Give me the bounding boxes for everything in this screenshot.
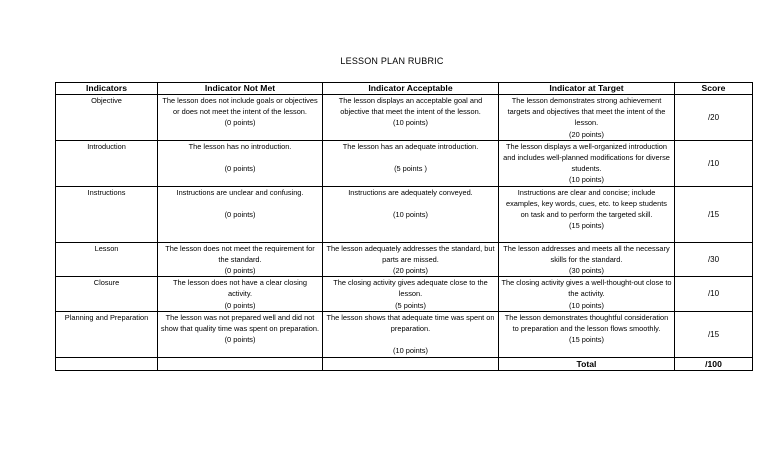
document-title: LESSON PLAN RUBRIC [340,56,444,66]
cell-text: The lesson displays a well-organized introduction and includes well-planned modifications for diverse students. [503,141,670,174]
score-cell: /30 [675,242,753,277]
header-score: Score [675,83,753,95]
acceptable-cell [323,277,499,312]
cell-points: (0 points) [224,118,256,128]
cell-text: Instructions are adequately conveyed. [348,187,473,197]
cell-text: The lesson demonstrates thoughtful consideration to preparation and the lesson flows smoothly. [504,312,669,334]
cell-points: (20 points) [393,266,428,276]
header-indicator-at-target: Indicator at Target [499,83,675,95]
table-row [56,242,753,277]
cell-points: (15 points) [569,335,604,345]
cell-points: (20 points) [569,129,604,139]
indicator-cell: Introduction [56,140,158,186]
cell-points: (10 points) [569,175,604,185]
not-met-cell [158,311,323,357]
cell-text: The lesson does not have a clear closing activity. [173,278,307,299]
acceptable-cell [323,311,499,357]
score-cell: /15 [675,311,753,357]
acceptable-cell [323,186,499,242]
score-cell: /10 [675,277,753,312]
table-row [56,277,753,312]
target-cell [499,140,675,186]
target-cell [499,277,675,312]
indicator-cell: Lesson [56,242,158,277]
score-cell: /20 [675,95,753,141]
cell-text: The closing activity gives a well-thought-out close to the activity. [501,278,672,299]
cell-text: The lesson has no introduction. [188,141,292,151]
cell-text: The lesson was not prepared well and did not show that quality time was spent on preparation. [160,312,320,334]
cell-text: Instructions are unclear and confusing. [176,187,304,197]
total-label: Total [499,357,675,370]
cell-text: The lesson does not meet the requirement for the standard. [165,243,315,264]
score-cell: /10 [675,140,753,186]
cell-text: The lesson addresses and meets all the necessary skills for the standard. [503,243,670,264]
not-met-cell [158,242,323,277]
header-indicator-acceptable: Indicator Acceptable [323,83,499,95]
cell-points: (0 points) [224,266,256,276]
cell-points: (5 points ) [394,164,427,174]
header-row [56,83,753,95]
not-met-cell [158,95,323,141]
target-cell [499,311,675,357]
cell-text: The lesson has an adequate introduction. [342,141,479,151]
score-cell: /15 [675,186,753,242]
total-score: /100 [675,357,753,370]
cell-text: Instructions are clear and concise; include examples, key words, cues, etc. to keep students on task and to perform the targeted skill. [505,187,668,220]
cell-points: (0 points) [224,300,256,310]
table-row [56,95,753,141]
header-indicator-not-met: Indicator Not Met [158,83,323,95]
rubric-table [55,82,753,371]
acceptable-cell [323,242,499,277]
total-row [56,357,753,370]
indicator-cell: Planning and Preparation [56,311,158,357]
target-cell [499,186,675,242]
target-cell [499,242,675,277]
table-row [56,140,753,186]
not-met-cell [158,186,323,242]
header-indicators: Indicators [56,83,158,95]
target-cell [499,95,675,141]
table-row [56,311,753,357]
cell-text: The lesson demonstrates strong achievement targets and objectives that meet the intent of the lesson. [507,96,666,128]
cell-points: (0 points) [224,335,256,345]
cell-text: The lesson displays an acceptable goal and objective that meet the intent of the lesson. [338,96,483,117]
table-row [56,186,753,242]
indicator-cell: Objective [56,95,158,141]
acceptable-cell [323,95,499,141]
not-met-cell [158,140,323,186]
acceptable-cell [323,140,499,186]
cell-points: (10 points) [393,118,428,128]
cell-points: (10 points) [393,346,428,356]
cell-points: (30 points) [569,266,604,276]
cell-points: (15 points) [569,221,604,231]
cell-points: (10 points) [393,210,428,220]
cell-text: The closing activity gives adequate close to the lesson. [333,278,488,299]
cell-text: The lesson shows that adequate time was spent on preparation. [326,312,495,334]
cell-text: The lesson does not include goals or objectives or does not meet the intent of the lesson. [162,96,318,117]
cell-points: (10 points) [569,300,604,310]
indicator-cell: Closure [56,277,158,312]
cell-points: (5 points) [395,300,426,310]
not-met-cell [158,277,323,312]
cell-points: (0 points) [224,164,256,174]
cell-text: The lesson adequately addresses the standard, but parts are missed. [326,243,495,264]
indicator-cell: Instructions [56,186,158,242]
cell-points: (0 points) [224,210,256,220]
